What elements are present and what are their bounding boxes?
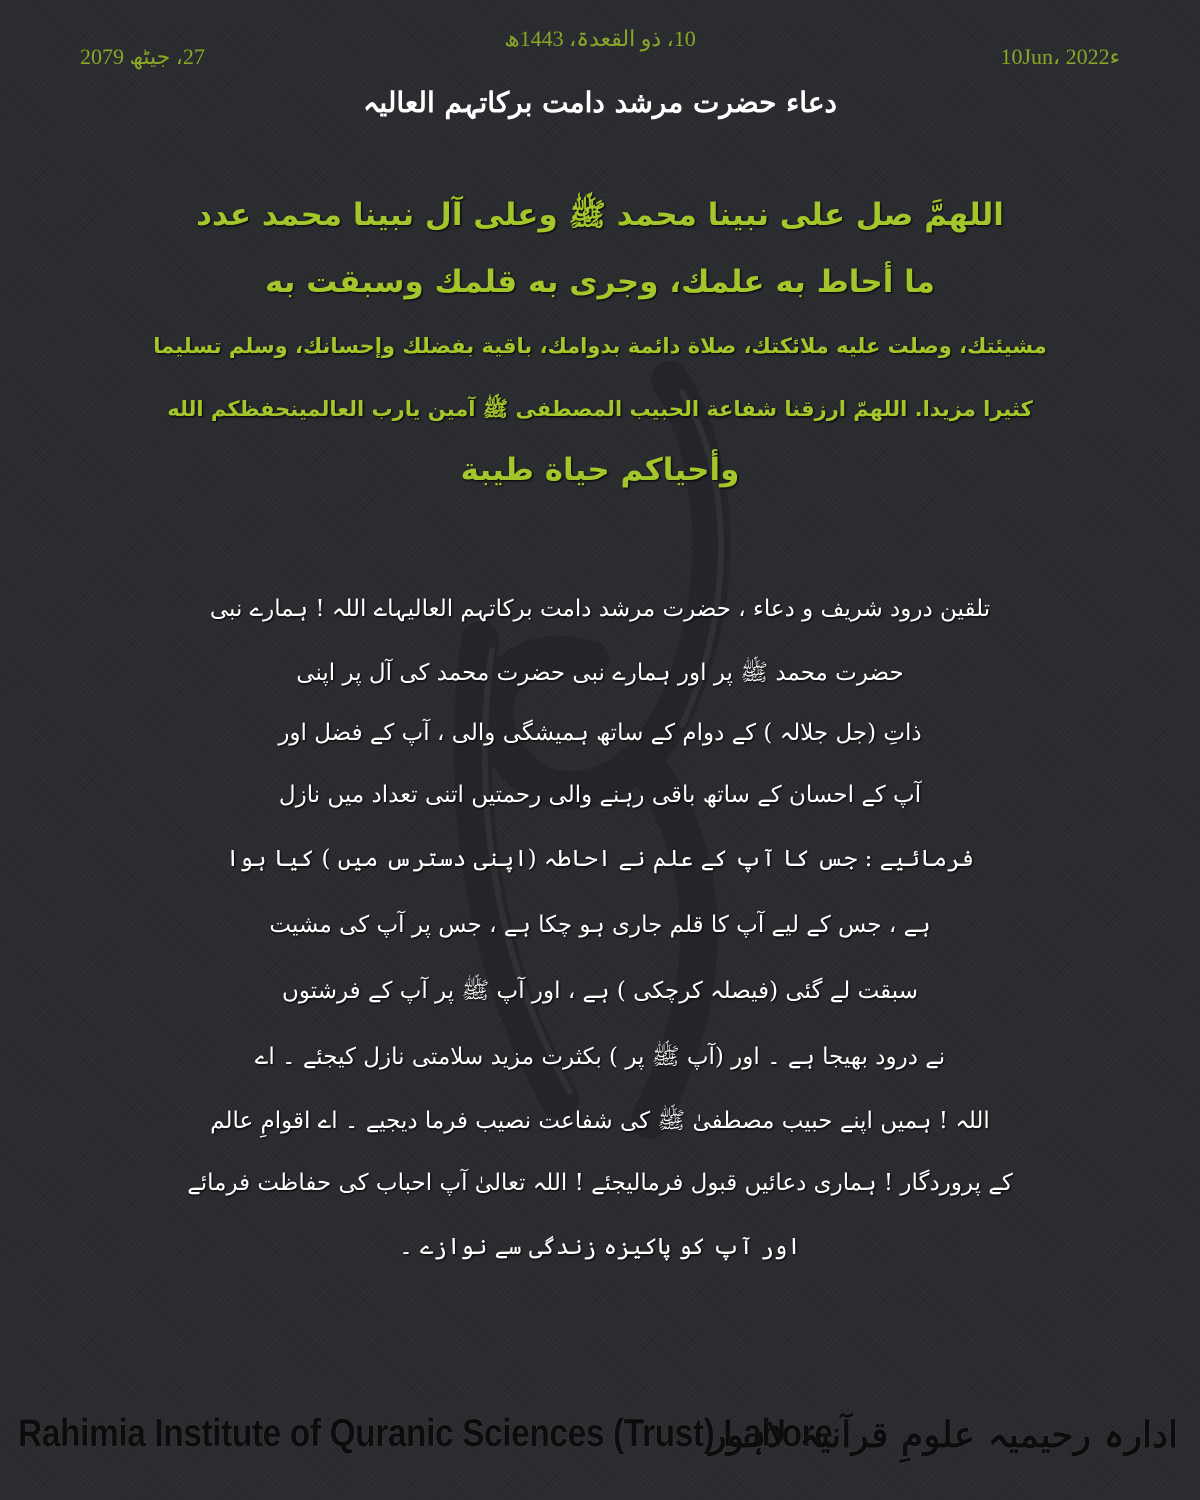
urdu-translation-line-2: حضرت محمد ﷺ پر اور ہمارے نبی حضرت محمد کی آل پر اپنی [296, 660, 904, 686]
urdu-translation-line-8: نے درود بھیجا ہے ۔ اور (آپ ﷺ پر ) بکثرت مزید سلامتی نازل کیجئے ۔ اے [254, 1044, 946, 1070]
page-title: دعاء حضرت مرشد دامت برکاتہم العالیہ [362, 86, 838, 119]
urdu-translation-line-4: آپ کے احسان کے ساتھ باقی رہنے والی رحمتیں اتنی تعداد میں نازل [278, 782, 922, 808]
urdu-translation-line-6: ہے ، جس کے لیے آپ کا قلم جاری ہو چکا ہے ، جس پر آپ کی مشیت [269, 912, 931, 938]
institute-name-english: Rahimia Institute of Quranic Sciences (Trust) Lahore [18, 1412, 833, 1455]
gregorian-date: 10Jun، 2022ء [1000, 44, 1120, 69]
urdu-translation-line-11: اور آپ کو پاکیزہ زندگی سے نوازے ۔ [399, 1234, 801, 1260]
urdu-translation-line-3: ذاتِ (جل جلالہ ) کے دوام کے ساتھ ہمیشگی والی ، آپ کے فضل اور [278, 720, 922, 746]
footer [0, 1408, 1200, 1468]
urdu-translation-line-1: تلقین درود شریف و دعاء ، حضرت مرشد دامت برکاتہم العالیہاے اللہ ! ہمارے نبی [209, 596, 991, 622]
urdu-translation-line-7: سبقت لے گئی (فیصلہ کرچکی ) ہے ، اور آپ ﷺ پر آپ کے فرشتوں [281, 978, 918, 1004]
arabic-dua-line-5: وأحياكم حياة طيبة [460, 452, 740, 488]
bikrami-date: 27، جیٹھ 2079 [80, 44, 205, 69]
urdu-translation-line-5: فرمائیے : جس کا آپ کے علم نے احاطہ (اپنی دسترس میں ) کیا ہوا [226, 846, 974, 872]
urdu-translation-line-9: اللہ ! ہمیں اپنے حبیب مصطفیٰ ﷺ کی شفاعت نصیب فرما دیجیے ۔ اے اقوامِ عالم [210, 1108, 990, 1134]
urdu-translation-line-10: کے پروردگار ! ہماری دعائیں قبول فرمالیجئے ! اللہ تعالیٰ آپ احباب کی حفاظت فرمائے [187, 1170, 1013, 1196]
arabic-dua-line-2: ما أحاط به علمك، وجرى به قلمك وسبقت به [265, 264, 935, 300]
arabic-dua-line-3: مشيئتك، وصلت عليه ملائكتك، صلاة دائمة بدوامك، باقية بفضلك وإحسانك، وسلم تسليما [153, 334, 1047, 358]
hijri-date: 10، ذو القعدۃ، 1443ھ [504, 26, 696, 51]
institute-name-urdu: ادارہ رحیمیہ علومِ قرآنیہ لاہور [709, 1414, 1178, 1456]
arabic-dua-line-1: اللهمَّ صل على نبينا محمد ﷺ وعلى آل نبينا محمد عدد [196, 197, 1004, 233]
arabic-dua-line-4: كثيرا مزيدا. اللهمّ ارزقنا شفاعة الحبيب المصطفى ﷺ آمين يارب العالمينحفظكم الله [167, 397, 1033, 421]
